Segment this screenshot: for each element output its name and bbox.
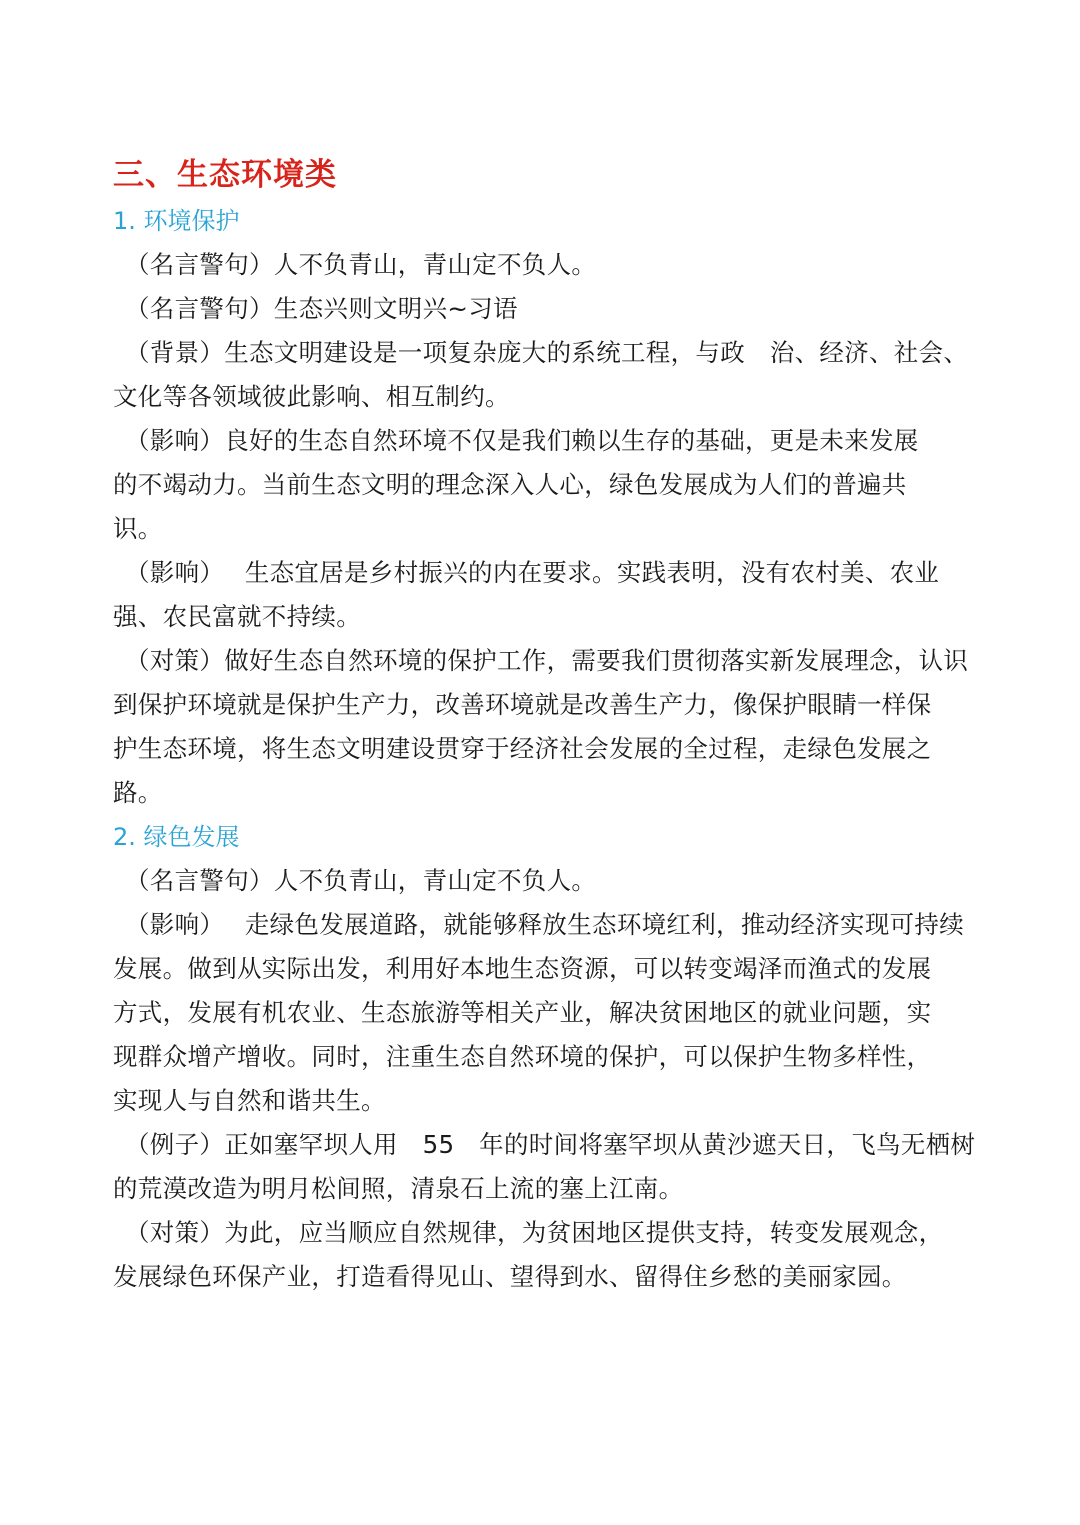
paragraph-impact-2	[113, 551, 983, 639]
paragraph-line: 文化等各领域彼此影响、相互制约。	[113, 382, 510, 411]
paragraph-line: 实现人与自然和谐共生。	[113, 1086, 386, 1115]
paragraph-background	[113, 331, 983, 419]
paragraph-line: 路。	[113, 778, 163, 807]
paragraph-line: 的不竭动力。当前生态文明的理念深入人心，绿色发展成为人们的普遍共	[113, 470, 907, 499]
paragraph-line: （对策）做好生态自然环境的保护工作，需要我们贯彻落实新发展理念，认识	[125, 646, 969, 675]
subsection-title-green-development: 2. 绿色发展	[113, 823, 240, 851]
paragraph-line: （名言警句）人不负青山，青山定不负人。	[125, 866, 597, 895]
paragraph-line: 识。	[113, 514, 163, 543]
paragraph-line: （名言警句）人不负青山，青山定不负人。	[125, 250, 597, 279]
paragraph-line: （背景）生态文明建设是一项复杂庞大的系统工程，与政 治、经济、社会、	[125, 338, 969, 367]
paragraph-line: （影响） 生态宜居是乡村振兴的内在要求。实践表明，没有农村美、农业	[125, 558, 940, 587]
paragraph-quote-3	[113, 859, 983, 903]
paragraph-example	[113, 1123, 983, 1211]
paragraph-line: 发展绿色环保产业，打造看得见山、望得到水、留得住乡愁的美丽家园。	[113, 1262, 907, 1291]
paragraph-line: 到保护环境就是保护生产力，改善环境就是改善生产力，像保护眼睛一样保	[113, 690, 932, 719]
paragraph-quote-2	[113, 287, 983, 331]
paragraph-line: 方式，发展有机农业、生态旅游等相关产业，解决贫困地区的就业问题，实	[113, 998, 932, 1027]
paragraph-line: 发展。做到从实际出发，利用好本地生态资源，可以转变竭泽而渔式的发展	[113, 954, 932, 983]
paragraph-line: 现群众增产增收。同时，注重生态自然环境的保护，可以保护生物多样性，	[113, 1042, 932, 1071]
paragraph-countermeasure-1	[113, 639, 983, 815]
paragraph-line: （对策）为此，应当顺应自然规律，为贫困地区提供支持，转变发展观念，	[125, 1218, 944, 1247]
paragraph-line: （名言警句）生态兴则文明兴~习语	[125, 294, 518, 323]
subsection-title-environment-protection: 1. 环境保护	[113, 207, 240, 235]
paragraph-line: （影响）良好的生态自然环境不仅是我们赖以生存的基础，更是未来发展	[125, 426, 919, 455]
paragraph-line: （例子）正如塞罕坝人用 55 年的时间将塞罕坝从黄沙遮天日，飞鸟无栖树	[125, 1130, 976, 1159]
paragraph-line: 强、农民富就不持续。	[113, 602, 361, 631]
paragraph-line: （影响） 走绿色发展道路，就能够释放生态环境红利，推动经济实现可持续	[125, 910, 965, 939]
paragraph-quote-1	[113, 243, 983, 287]
paragraph-countermeasure-2	[113, 1211, 983, 1299]
paragraph-impact-3	[113, 903, 983, 1123]
paragraph-line: 护生态环境，将生态文明建设贯穿于经济社会发展的全过程，走绿色发展之	[113, 734, 932, 763]
section-title: 三、生态环境类	[113, 157, 337, 193]
paragraph-line: 的荒漠改造为明月松间照，清泉石上流的塞上江南。	[113, 1174, 684, 1203]
paragraph-impact-1	[113, 419, 983, 551]
